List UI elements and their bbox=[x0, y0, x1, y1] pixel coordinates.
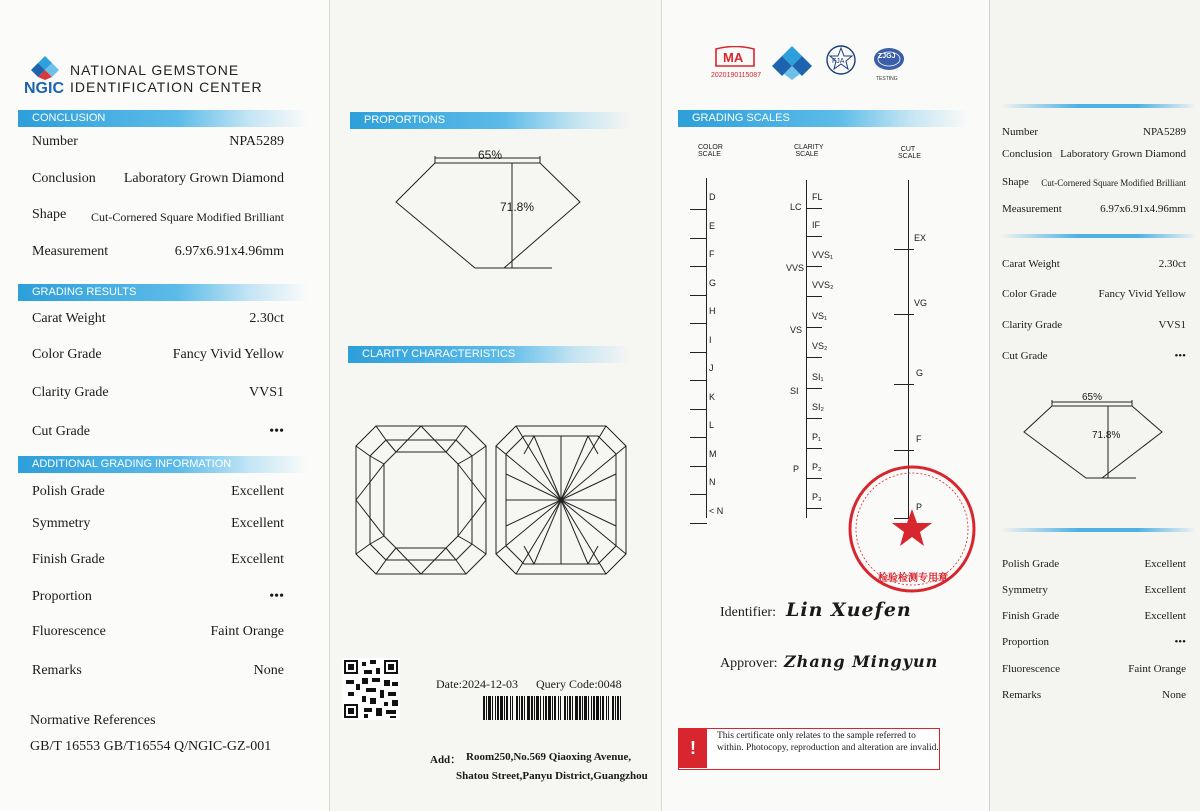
summary-depth-percent: 71.8% bbox=[1092, 430, 1121, 441]
cut-scale-title-1: CUT bbox=[900, 146, 916, 153]
crown-plot-diagram bbox=[354, 424, 488, 576]
info-label: Clarity Grade bbox=[1002, 319, 1063, 331]
scale-label: F bbox=[916, 434, 922, 444]
scale-tick bbox=[690, 352, 707, 353]
barcode-icon bbox=[483, 696, 623, 720]
scale-line bbox=[706, 178, 707, 518]
info-value: NPA5289 bbox=[229, 134, 284, 149]
scale-label: H bbox=[709, 306, 716, 316]
scale-label: EX bbox=[914, 233, 927, 243]
info-label: Measurement bbox=[32, 244, 109, 259]
info-label: Fluorescence bbox=[1002, 663, 1061, 675]
stamp-text: 检验检测专用章 bbox=[878, 573, 948, 584]
scale-label: VS₁ bbox=[812, 311, 828, 321]
info-value: None bbox=[1162, 689, 1186, 701]
scale-tick bbox=[690, 523, 707, 524]
info-value: ••• bbox=[1174, 636, 1186, 648]
info-value: Fancy Vivid Yellow bbox=[172, 347, 284, 362]
section-additional: ADDITIONAL GRADING INFORMATION bbox=[18, 456, 308, 473]
info-label: Clarity Grade bbox=[32, 385, 109, 400]
qr-code-icon bbox=[342, 658, 400, 720]
approver-label: Approver: bbox=[720, 656, 778, 671]
scale-tick bbox=[806, 478, 822, 479]
section-conclusion: CONCLUSION bbox=[18, 110, 308, 127]
info-label: Number bbox=[32, 134, 78, 149]
summary-divider-mid bbox=[1000, 234, 1196, 238]
summary-table-percent: 65% bbox=[1082, 392, 1103, 403]
info-label: Finish Grade bbox=[1002, 610, 1060, 622]
scale-tick bbox=[690, 494, 707, 495]
cma-text: MA bbox=[723, 50, 744, 65]
zjgj-text: ZJGJ bbox=[878, 53, 896, 60]
scale-label: VVS₂ bbox=[812, 280, 834, 290]
info-label: Polish Grade bbox=[32, 484, 105, 499]
info-label: Carat Weight bbox=[32, 311, 106, 326]
identifier-signature: Lin Xuefen bbox=[786, 599, 912, 621]
color-scale-title-1: COLOR bbox=[698, 144, 723, 151]
scale-label: F bbox=[709, 249, 715, 259]
scale-tick bbox=[806, 296, 822, 297]
clarity-scale-title-1: CLARITY bbox=[794, 144, 824, 151]
info-label: Symmetry bbox=[32, 516, 91, 531]
notice-box bbox=[678, 728, 940, 770]
scale-tick bbox=[894, 384, 914, 385]
query-code: Query Code:0048 bbox=[536, 677, 622, 691]
scale-label: I bbox=[709, 334, 712, 345]
info-value: Excellent bbox=[231, 484, 284, 499]
panel-main-results bbox=[0, 0, 330, 811]
scale-label: E bbox=[709, 220, 716, 231]
info-value: VVS1 bbox=[1158, 319, 1186, 331]
depth-percent: 71.8% bbox=[500, 200, 535, 214]
info-value: Excellent bbox=[231, 552, 284, 567]
scale-label: VS bbox=[790, 325, 803, 335]
scale-label: N bbox=[709, 477, 716, 487]
scale-tick bbox=[894, 314, 914, 315]
color-scale-title bbox=[698, 144, 723, 158]
info-label: Measurement bbox=[1002, 203, 1062, 215]
info-value: 6.97x6.91x4.96mm bbox=[174, 244, 284, 259]
scale-label: VVS bbox=[786, 263, 805, 273]
info-label: Color Grade bbox=[32, 347, 102, 362]
scale-tick bbox=[806, 388, 822, 389]
scale-tick bbox=[690, 295, 707, 296]
scale-label: LC bbox=[790, 202, 802, 212]
ngic-logo-icon bbox=[30, 55, 60, 81]
section-clarity: CLARITY CHARACTERISTICS bbox=[348, 346, 630, 363]
info-label: Proportion bbox=[1002, 636, 1050, 648]
info-label: Conclusion bbox=[1002, 148, 1053, 160]
info-value: 2.30ct bbox=[249, 311, 284, 326]
scale-label: G bbox=[709, 277, 717, 288]
info-label: Shape bbox=[32, 207, 67, 222]
info-value: ••• bbox=[269, 589, 284, 604]
scale-label: SI₂ bbox=[812, 402, 824, 412]
info-value: Faint Orange bbox=[1128, 663, 1186, 675]
info-label: Proportion bbox=[32, 589, 92, 604]
address-line1: Room250,No.569 Qiaoxing Avenue, bbox=[466, 751, 632, 763]
scale-label: P bbox=[916, 502, 923, 512]
scale-label: G bbox=[916, 368, 924, 378]
clarity-scale-title-2: SCALE bbox=[795, 151, 819, 158]
info-value: Cut-Cornered Square Modified Brilliant bbox=[1041, 178, 1186, 188]
scale-tick bbox=[690, 437, 707, 438]
scale-tick bbox=[690, 323, 707, 324]
info-value: Faint Orange bbox=[210, 624, 284, 639]
scale-label: K bbox=[709, 391, 716, 402]
brand-abbr: NGIC bbox=[24, 80, 64, 97]
scale-label: D bbox=[709, 192, 716, 202]
info-label: Color Grade bbox=[1002, 288, 1057, 300]
scale-tick bbox=[806, 357, 822, 358]
section-grading-results: GRADING RESULTS bbox=[18, 284, 308, 301]
scale-tick bbox=[806, 508, 822, 509]
scale-tick bbox=[806, 327, 822, 328]
scale-label: J bbox=[709, 363, 714, 373]
info-value: ••• bbox=[269, 424, 284, 439]
section-grading-scales: GRADING SCALES bbox=[678, 110, 968, 127]
info-value: None bbox=[253, 663, 284, 678]
scale-label: P₁ bbox=[812, 432, 822, 442]
scale-tick bbox=[690, 209, 707, 210]
scale-tick bbox=[806, 266, 822, 267]
normative-refs: GB/T 16553 GB/T16554 Q/NGIC-GZ-001 bbox=[30, 739, 272, 754]
info-label: Remarks bbox=[1002, 689, 1042, 701]
scale-label: VS₂ bbox=[812, 341, 828, 351]
info-value: Cut-Cornered Square Modified Brilliant bbox=[91, 210, 284, 224]
info-value: Excellent bbox=[1144, 584, 1186, 596]
scale-tick bbox=[690, 466, 707, 467]
info-value: Laboratory Grown Diamond bbox=[123, 171, 284, 186]
address-label: Add： bbox=[430, 754, 462, 766]
scale-label: < N bbox=[709, 505, 724, 516]
info-label: Carat Weight bbox=[1002, 258, 1060, 270]
info-label: Symmetry bbox=[1002, 584, 1048, 596]
info-value: Excellent bbox=[1144, 558, 1186, 570]
scale-label: VVS₁ bbox=[812, 250, 834, 260]
brand-line1: NATIONAL GEMSTONE bbox=[70, 62, 240, 78]
approver-signature: Zhang Mingyun bbox=[784, 652, 939, 671]
panel-diagrams bbox=[330, 0, 662, 811]
scale-tick bbox=[690, 380, 707, 381]
cut-scale-title bbox=[898, 146, 921, 160]
clarity-scale-title bbox=[794, 144, 824, 158]
info-value: Fancy Vivid Yellow bbox=[1098, 288, 1186, 300]
scale-label: P₃ bbox=[812, 492, 822, 502]
scale-tick bbox=[690, 409, 707, 410]
identifier-label: Identifier: bbox=[720, 605, 776, 620]
color-scale-title-2: SCALE bbox=[698, 151, 721, 158]
normative-title: Normative References bbox=[30, 713, 156, 728]
info-value: Excellent bbox=[1144, 610, 1186, 622]
summary-divider-bottom bbox=[1000, 528, 1196, 532]
info-value: Laboratory Grown Diamond bbox=[1060, 148, 1186, 160]
info-label: Finish Grade bbox=[32, 552, 105, 567]
notice-text: This certificate only relates to the sample referred to within. Photocopy, reproduction and alteration are invalid. bbox=[717, 731, 939, 753]
scale-tick bbox=[806, 236, 822, 237]
scale-tick bbox=[894, 249, 914, 250]
info-label: Conclusion bbox=[32, 171, 96, 186]
info-value: 2.30ct bbox=[1158, 258, 1186, 270]
info-value: NPA5289 bbox=[1143, 126, 1186, 138]
address-line2: Shatou Street,Panyu District,Guangzhou bbox=[456, 770, 648, 782]
table-percent: 65% bbox=[478, 148, 503, 162]
scale-label: IF bbox=[812, 220, 820, 230]
cma-number: 2020190115087 bbox=[711, 72, 762, 79]
info-value: 6.97x6.91x4.96mm bbox=[1100, 203, 1186, 215]
scale-tick bbox=[894, 450, 914, 451]
scale-tick bbox=[806, 418, 822, 419]
scale-tick bbox=[690, 266, 707, 267]
cut-scale-title-2: SCALE bbox=[898, 153, 921, 160]
info-value: ••• bbox=[1174, 350, 1186, 362]
scale-label: P₂ bbox=[812, 462, 822, 472]
info-label: Fluorescence bbox=[32, 624, 106, 639]
info-label: Cut Grade bbox=[32, 424, 90, 439]
scale-label: SI₁ bbox=[812, 372, 824, 382]
info-value: Excellent bbox=[231, 516, 284, 531]
scale-label: L bbox=[709, 420, 715, 430]
scale-tick bbox=[806, 448, 822, 449]
scale-label: VG bbox=[914, 298, 928, 308]
panel-grading-scales bbox=[662, 0, 990, 811]
info-label: Cut Grade bbox=[1002, 350, 1048, 362]
fja-text: FJA bbox=[832, 58, 845, 65]
pavilion-plot-diagram bbox=[494, 424, 628, 576]
info-label: Number bbox=[1002, 126, 1039, 138]
diamond-logo-icon bbox=[772, 44, 812, 80]
scale-label: FL bbox=[812, 192, 823, 202]
info-label: Shape bbox=[1002, 176, 1029, 188]
brand-line2: IDENTIFICATION CENTER bbox=[70, 79, 263, 95]
section-proportions: PROPORTIONS bbox=[350, 112, 630, 129]
scale-label: SI bbox=[790, 386, 799, 396]
info-value: VVS1 bbox=[248, 385, 284, 400]
testing-text: TESTING bbox=[876, 76, 898, 82]
scale-label: P bbox=[793, 464, 800, 474]
info-label: Remarks bbox=[32, 663, 82, 678]
scale-tick bbox=[690, 238, 707, 239]
warning-icon: ! bbox=[679, 729, 707, 768]
info-label: Polish Grade bbox=[1002, 558, 1060, 570]
summary-divider-top bbox=[1000, 104, 1196, 108]
scale-line bbox=[806, 180, 807, 518]
scale-label: M bbox=[709, 448, 717, 459]
scale-tick bbox=[806, 208, 822, 209]
panel-summary bbox=[990, 0, 1200, 811]
issue-date: Date:2024-12-03 bbox=[436, 677, 518, 691]
